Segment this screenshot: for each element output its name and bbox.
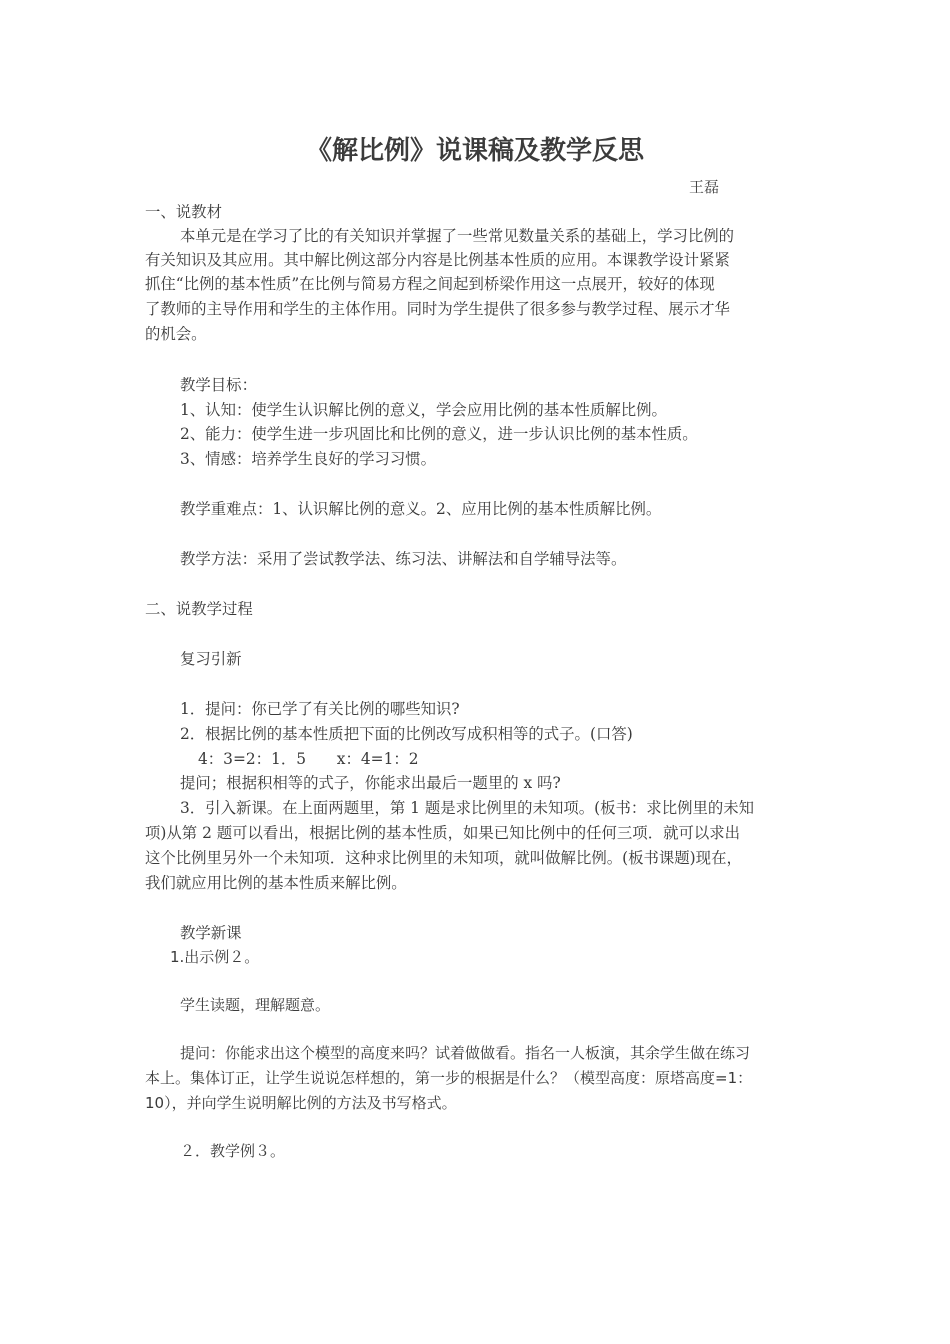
subsection-heading: 复习引新 [180, 650, 242, 668]
goal-item: 2、能力：使学生进一步巩固比和比例的意义，进一步认识比例的基本性质。 [180, 425, 698, 443]
goal-item: 1、认知：使学生认识解比例的意义，学会应用比例的基本性质解比例。 [180, 401, 667, 419]
paragraph-line: 项)从第 2 题可以看出，根据比例的基本性质，如果已知比例中的任何三项．就可以求出 [145, 824, 741, 842]
paragraph-line: 的机会。 [145, 325, 207, 343]
paragraph-line: 这个比例里另外一个未知项．这种求比例里的未知项，就叫做解比例。(板书课题)现在， [145, 849, 742, 867]
paragraph-line: 3．引入新课。在上面两题里，第 1 题是求比例里的未知项。(板书：求比例里的未知 [180, 799, 755, 817]
paragraph-line: 有关知识及其应用。其中解比例这部分内容是比例基本性质的应用。本课教学设计紧紧 [145, 251, 730, 269]
document-title: 《解比例》说课稿及教学反思 [305, 136, 644, 166]
paragraph-line: 我们就应用比例的基本性质来解比例。 [145, 874, 407, 892]
paragraph-line: 学生读题，理解题意。 [180, 996, 331, 1014]
paragraph-line: 10），并向学生说明解比例的方法及书写格式。 [145, 1094, 457, 1112]
question-item: 1．提问：你已学了有关比例的哪些知识? [180, 700, 460, 718]
question-item: 2．根据比例的基本性质把下面的比例改写成积相等的式子。(口答) [180, 725, 633, 743]
key-points: 教学重难点：1、认识解比例的意义。2、应用比例的基本性质解比例。 [180, 500, 662, 518]
author-name: 王磊 [689, 178, 720, 196]
example-item: 1.出示例２。 [170, 948, 260, 966]
paragraph-line: 提问：你能求出这个模型的高度来吗？试着做做看。指名一人板演，其余学生做在练习 [180, 1044, 751, 1062]
example-item: ２．教学例３。 [180, 1142, 286, 1160]
subsection-heading: 教学新课 [180, 924, 242, 942]
ratio-examples: 4：3=2：1．5 x：4=1：2 [198, 750, 419, 768]
paragraph-line: 本单元是在学习了比的有关知识并掌握了一些常见数量关系的基础上，学习比例的 [180, 227, 735, 245]
goals-label: 教学目标： [180, 376, 257, 394]
goal-item: 3、情感：培养学生良好的学习习惯。 [180, 450, 437, 468]
paragraph-line: 抓住“比例的基本性质”在比例与简易方程之间起到桥梁作用这一点展开，较好的体现 [145, 275, 715, 293]
teaching-methods: 教学方法：采用了尝试教学法、练习法、讲解法和自学辅导法等。 [180, 550, 627, 568]
question-item: 提问；根据积相等的式子，你能求出最后一题里的 x 吗? [180, 774, 561, 792]
paragraph-line: 本上。集体订正，让学生说说怎样想的，第一步的根据是什么？（模型高度：原塔高度=1： [145, 1069, 753, 1087]
section-heading: 一、说教材 [145, 203, 222, 221]
paragraph-line: 了教师的主导作用和学生的主体作用。同时为学生提供了很多参与教学过程、展示才华 [145, 300, 730, 318]
section-heading: 二、说教学过程 [145, 600, 253, 618]
